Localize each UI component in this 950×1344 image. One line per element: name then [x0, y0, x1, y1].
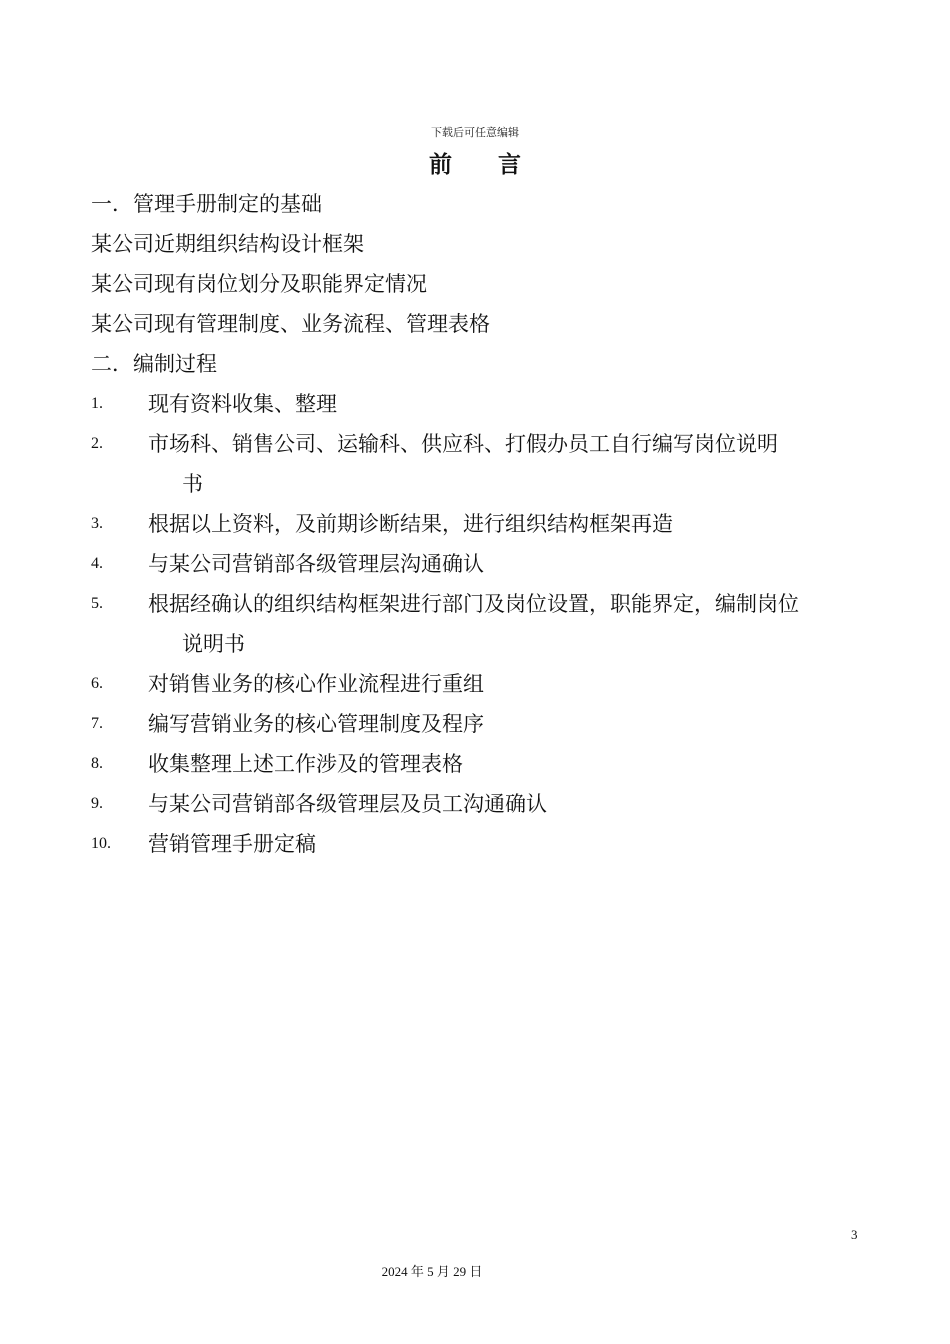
list-item: [91, 784, 871, 824]
list-item: [91, 504, 871, 544]
list-item-continuation: 说明书: [182, 632, 245, 656]
section1-line-3: 某公司现有管理制度、业务流程、管理表格: [91, 312, 490, 336]
list-item-number: 8.: [91, 755, 103, 772]
list-item: [91, 704, 871, 744]
list-item: [91, 824, 871, 864]
list-item-number: 3.: [91, 515, 103, 532]
list-item-number: 4.: [91, 555, 103, 572]
list-item-number: 7.: [91, 715, 103, 732]
list-item-continuation: 书: [182, 472, 203, 496]
page-number: 3: [851, 1227, 858, 1242]
list-item-text-block: [148, 424, 871, 504]
list-item-number: 1.: [91, 395, 103, 412]
page-title: 前言: [429, 152, 567, 178]
list-item-text-block: [148, 584, 871, 664]
list-item: [91, 424, 871, 504]
list-item: [91, 584, 871, 664]
section1-line-1: 某公司近期组织结构设计框架: [91, 232, 364, 256]
list-item-number: 5.: [91, 595, 103, 612]
list-item-text: 对销售业务的核心作业流程进行重组: [148, 672, 484, 696]
list-item: [91, 664, 871, 704]
list-item-number: 6.: [91, 675, 103, 692]
header-note: 下载后可任意编辑: [431, 126, 519, 139]
document-body: [91, 184, 871, 864]
list-item-text: 与某公司营销部各级管理层及员工沟通确认: [148, 792, 547, 816]
list-item-text: 市场科、销售公司、运输科、供应科、打假办员工自行编写岗位说明: [148, 432, 778, 456]
list-item: [91, 744, 871, 784]
list-item: [91, 384, 871, 424]
section2-heading: 二．编制过程: [91, 352, 217, 376]
list-item-number: 2.: [91, 435, 103, 452]
list-item-text: 营销管理手册定稿: [148, 832, 316, 856]
list-item-number: 10.: [91, 835, 111, 852]
list-item-text: 根据经确认的组织结构框架进行部门及岗位设置，职能界定，编制岗位: [148, 592, 799, 616]
list-item: [91, 544, 871, 584]
list-item-number: 9.: [91, 795, 103, 812]
section1-line-2: 某公司现有岗位划分及职能界定情况: [91, 272, 427, 296]
list-item-text: 与某公司营销部各级管理层沟通确认: [148, 552, 484, 576]
footer-date: 2024 年 5 月 29 日: [381, 1264, 483, 1279]
list-item-text: 编写营销业务的核心管理制度及程序: [148, 712, 484, 736]
list-item-text: 根据以上资料，及前期诊断结果，进行组织结构框架再造: [148, 512, 673, 536]
list-item-text: 现有资料收集、整理: [148, 392, 337, 416]
section1-heading: 一．管理手册制定的基础: [91, 192, 322, 216]
list-item-text: 收集整理上述工作涉及的管理表格: [148, 752, 463, 776]
